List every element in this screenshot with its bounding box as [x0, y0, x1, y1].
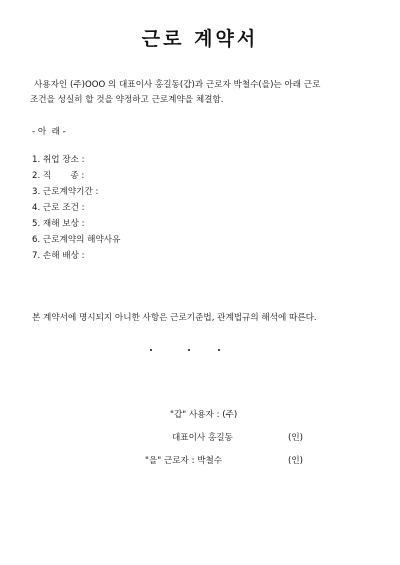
- worker-signature-line: "을" 근로자 : 박철수: [145, 456, 223, 466]
- worker-seal-mark: (인): [288, 456, 304, 466]
- representative-seal-mark: (인): [288, 433, 304, 443]
- date-dot-day: [218, 349, 220, 351]
- term-item-workplace: 1. 취업 장소 :: [32, 155, 85, 165]
- intro-line-2: 조건을 성실히 할 것을 약정하고 근로계약을 체결함.: [30, 95, 224, 105]
- representative-name: 대표이사 홍길동: [172, 433, 233, 443]
- term-item-working-conditions: 4. 근로 조건 :: [32, 203, 85, 213]
- term-item-accident-compensation: 5. 재해 보상 :: [32, 219, 85, 229]
- document-title: 근로 계약서: [141, 28, 259, 50]
- term-item-termination-reasons: 6. 근로계약의 해약사유: [32, 235, 121, 245]
- term-item-contract-period: 3. 근로계약기간 :: [32, 187, 99, 197]
- section-separator: - 아 래 -: [32, 127, 66, 137]
- date-dot-month: [188, 349, 190, 351]
- intro-paragraph: [30, 78, 375, 108]
- intro-line-1: 사용자인 (주)OOO 의 대표이사 홍길동(갑)과 근로자 박철수(을)는 아래 근로: [34, 80, 321, 90]
- date-placeholder: [148, 343, 228, 357]
- contract-terms-list: [32, 152, 120, 264]
- employer-signature-line: "갑" 사용자 : (주): [170, 410, 238, 420]
- term-item-job-type: 2. 직 종 :: [32, 171, 85, 181]
- term-item-damages: 7. 손해 배상 :: [32, 251, 85, 261]
- date-dot-year: [150, 349, 152, 351]
- closing-statement: 본 계약서에 명시되지 아니한 사항은 근로기준법, 관계법규의 해석에 따른다.: [32, 313, 317, 323]
